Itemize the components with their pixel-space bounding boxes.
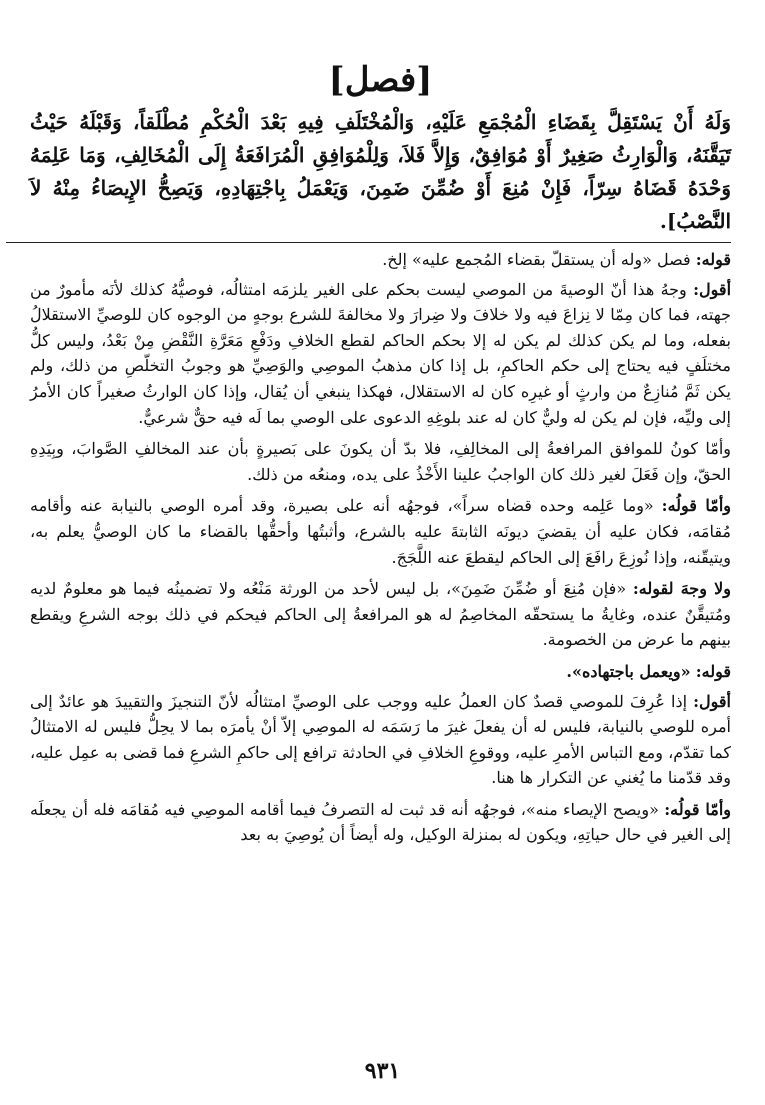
paragraph-lead: قوله: [695, 250, 731, 269]
page-number: ٩٣١ [364, 1058, 401, 1084]
paragraph-text: «ويصح الإيصاء منه»، فوجهُه أنه قد ثبت له التصرفُ فيما أقامه الموصِي فيه مُقامَه فله أن يجعلَه إلى الغير في حال حياتِهِ، ويكون له بمنزلة الوكيل، وله أيضاً أن يُوصِيَ به بعد [30, 799, 731, 845]
paragraph-text: «فإن مُنِعَ أو ضُمِّنَ ضَمِنَ»، بل ليس لأحد من الورثة مَنْعُه ولا تضمينُه فيما هو معلومٌ لديه ومُتيقَّنٌ عنده، وغايةُ ما يستحقّه المخاصِمُ له هو المرافعةُ إلى الحاكم فيحكم في ذلك بوجه الشرعِ ويقطع بينهم ما عرض من الخصومة. [30, 579, 731, 650]
paragraph-lead: أقول: [693, 279, 732, 299]
paragraph-lead: ولا وجهَ لقوله: [632, 579, 732, 599]
paragraph-lead: أقول: [693, 691, 731, 711]
commentary-paragraph [30, 797, 731, 848]
commentary-paragraph [30, 659, 731, 685]
paragraph-text: وجهُ هذا أنّ الوصيةَ من الموصي ليست بحكم على الغير يلزمَه امتثالُه، فوصيُّهُ كذلك لأنَه مأمورٌ من جهته، فما كان مِمّا لا نِزاعَ فيه ولا خلافَ ولا ضِرارَ ولا مخالفةَ للشرع بوجهٍ من الوجوه كان للوصيِّ الاستقلالُ بفعله، وما لم يكن كذلك لم يكن له إلا بحكم الحاكم لقطع الخلافِ ودَفْعِ مَعَرَّةِ النَّقْضِ مِنْ بَعْدُ، وليس كلُّ مختلَفٍ فيه يحتاج إلى حكم الحاكمِ، بل إذا كان مذهبُ الموصِي والوَصِيِّ هو وجوبُ التخلّصِ من ذلك، ولم يكن ثَمَّ مُنازِعٌ من وارثٍ أو غيرِه كان له الاستقلال، فهكذا ينبغي أن يُقال، وإذا كان الوارثُ صغيراً كان الأمرُ إلى وليِّه، فإن لم يكن له وليٌّ كان له عند بلوغِهِ الدعوى على الوصي بما لَه فيه حقٌّ شرعيٌّ. [30, 279, 732, 427]
paragraph-lead: قوله: [695, 661, 731, 681]
commentary-paragraph [30, 576, 731, 653]
paragraph-lead: وأمّا قولُه: [661, 496, 731, 516]
paragraph-text: فصل «وله أن يستقلّ بقضاء المُجمع عليه» إلخ. [382, 250, 691, 269]
matn-text: وَلَهُ أَنْ يَسْتَقِلَّ بِقَضَاءِ الْمُجْمَعِ عَلَيْهِ، وَالْمُخْتَلَفِ فِيهِ بَعْدَ الْحُكْمِ مُطْلَقاً، وَقَبْلَهُ حَيْثُ تَيَقَّنَهُ، وَالْوَارِثُ صَغِيرٌ أَوْ مُوَافِقٌ، وَإِلاَّ فَلاَ، وَلِلْمُوَافِقِ الْمُرَافَعَةُ إِلَى الْمُخَالِفِ، وَمَا عَلِمَهُ وَحْدَهُ قَضَاهُ سِرّاً، فَإِنْ مُنِعَ أَوْ ضُمِّنَ ضَمِنَ، وَيَعْمَلُ بِاجْتِهَادِهِ، وَيَصِحُّ الإِيصَاءُ مِنْهُ لاَ النَّصْبُ]. [30, 110, 731, 233]
paragraph-text: «وما عَلِمه وحده قضاه سراً»، فوجهُه أنه على بصيرة، وقد أمره الوصي بالنيابة عنه وأقامه مُقامَه، فكان عليه أن يقضيَ ديونَه الثابتةَ عليه بالشرع، وأثبتُها وأحقُّها بالقضاء ما كان الوصيُّ يعلم به، ويتيقّنه، وإذا نُوزِعَ رافَعَ إلى الحاكم ليقطعَ عنه اللَّجَجَ. [30, 496, 731, 567]
paragraph-text: وأمّا كونُ للموافق المرافعةُ إلى المخالِفِ، فلا بدّ أن يكونَ على بَصيرةٍ بأن عند المخالفِ الصَّوابَ، وبِيَدِهِ الحقّ، وإن فَعَلَ لغير ذلك كان الواجبُ علينا الأَخْذُ على يده، ومنعُه من ذلك. [30, 439, 731, 484]
commentary-paragraph [30, 247, 731, 273]
commentary-paragraph [30, 277, 731, 431]
section-title: [فصل] [328, 60, 433, 100]
paragraph-text: إذا عُرِفَ للموصي قصدٌ كان العملُ عليه ووجب على الوصيِّ امتثالُه لأنّ التنجيزَ والتقييدَ هو عائدٌ إلى أمره للوصي بالنيابة، فليس له أن يفعلَ غيرَ ما رَسَمَه له الموصِي إلاّ أنْ يأمرَه بما لا يحِلُّ فليس له الامتثالُ كما تقدّم، ومع التباس الأمرِ عليه، ووقوعِ الخلافِ في الحادثة ترافع إلى حاكمِ الشرعِ فما قضى به عمِل عليه، وقد قدّمنا ما يُغني عن التكرار ها هنا. [30, 691, 731, 788]
commentary-paragraph [30, 493, 731, 570]
paragraph-text: «ويعمل باجتهاده». [566, 661, 691, 681]
commentary-paragraph [30, 689, 731, 791]
commentary-paragraph [30, 436, 731, 487]
paragraph-lead: وأمّا قولُه: [664, 799, 731, 819]
separator-line [6, 242, 731, 243]
